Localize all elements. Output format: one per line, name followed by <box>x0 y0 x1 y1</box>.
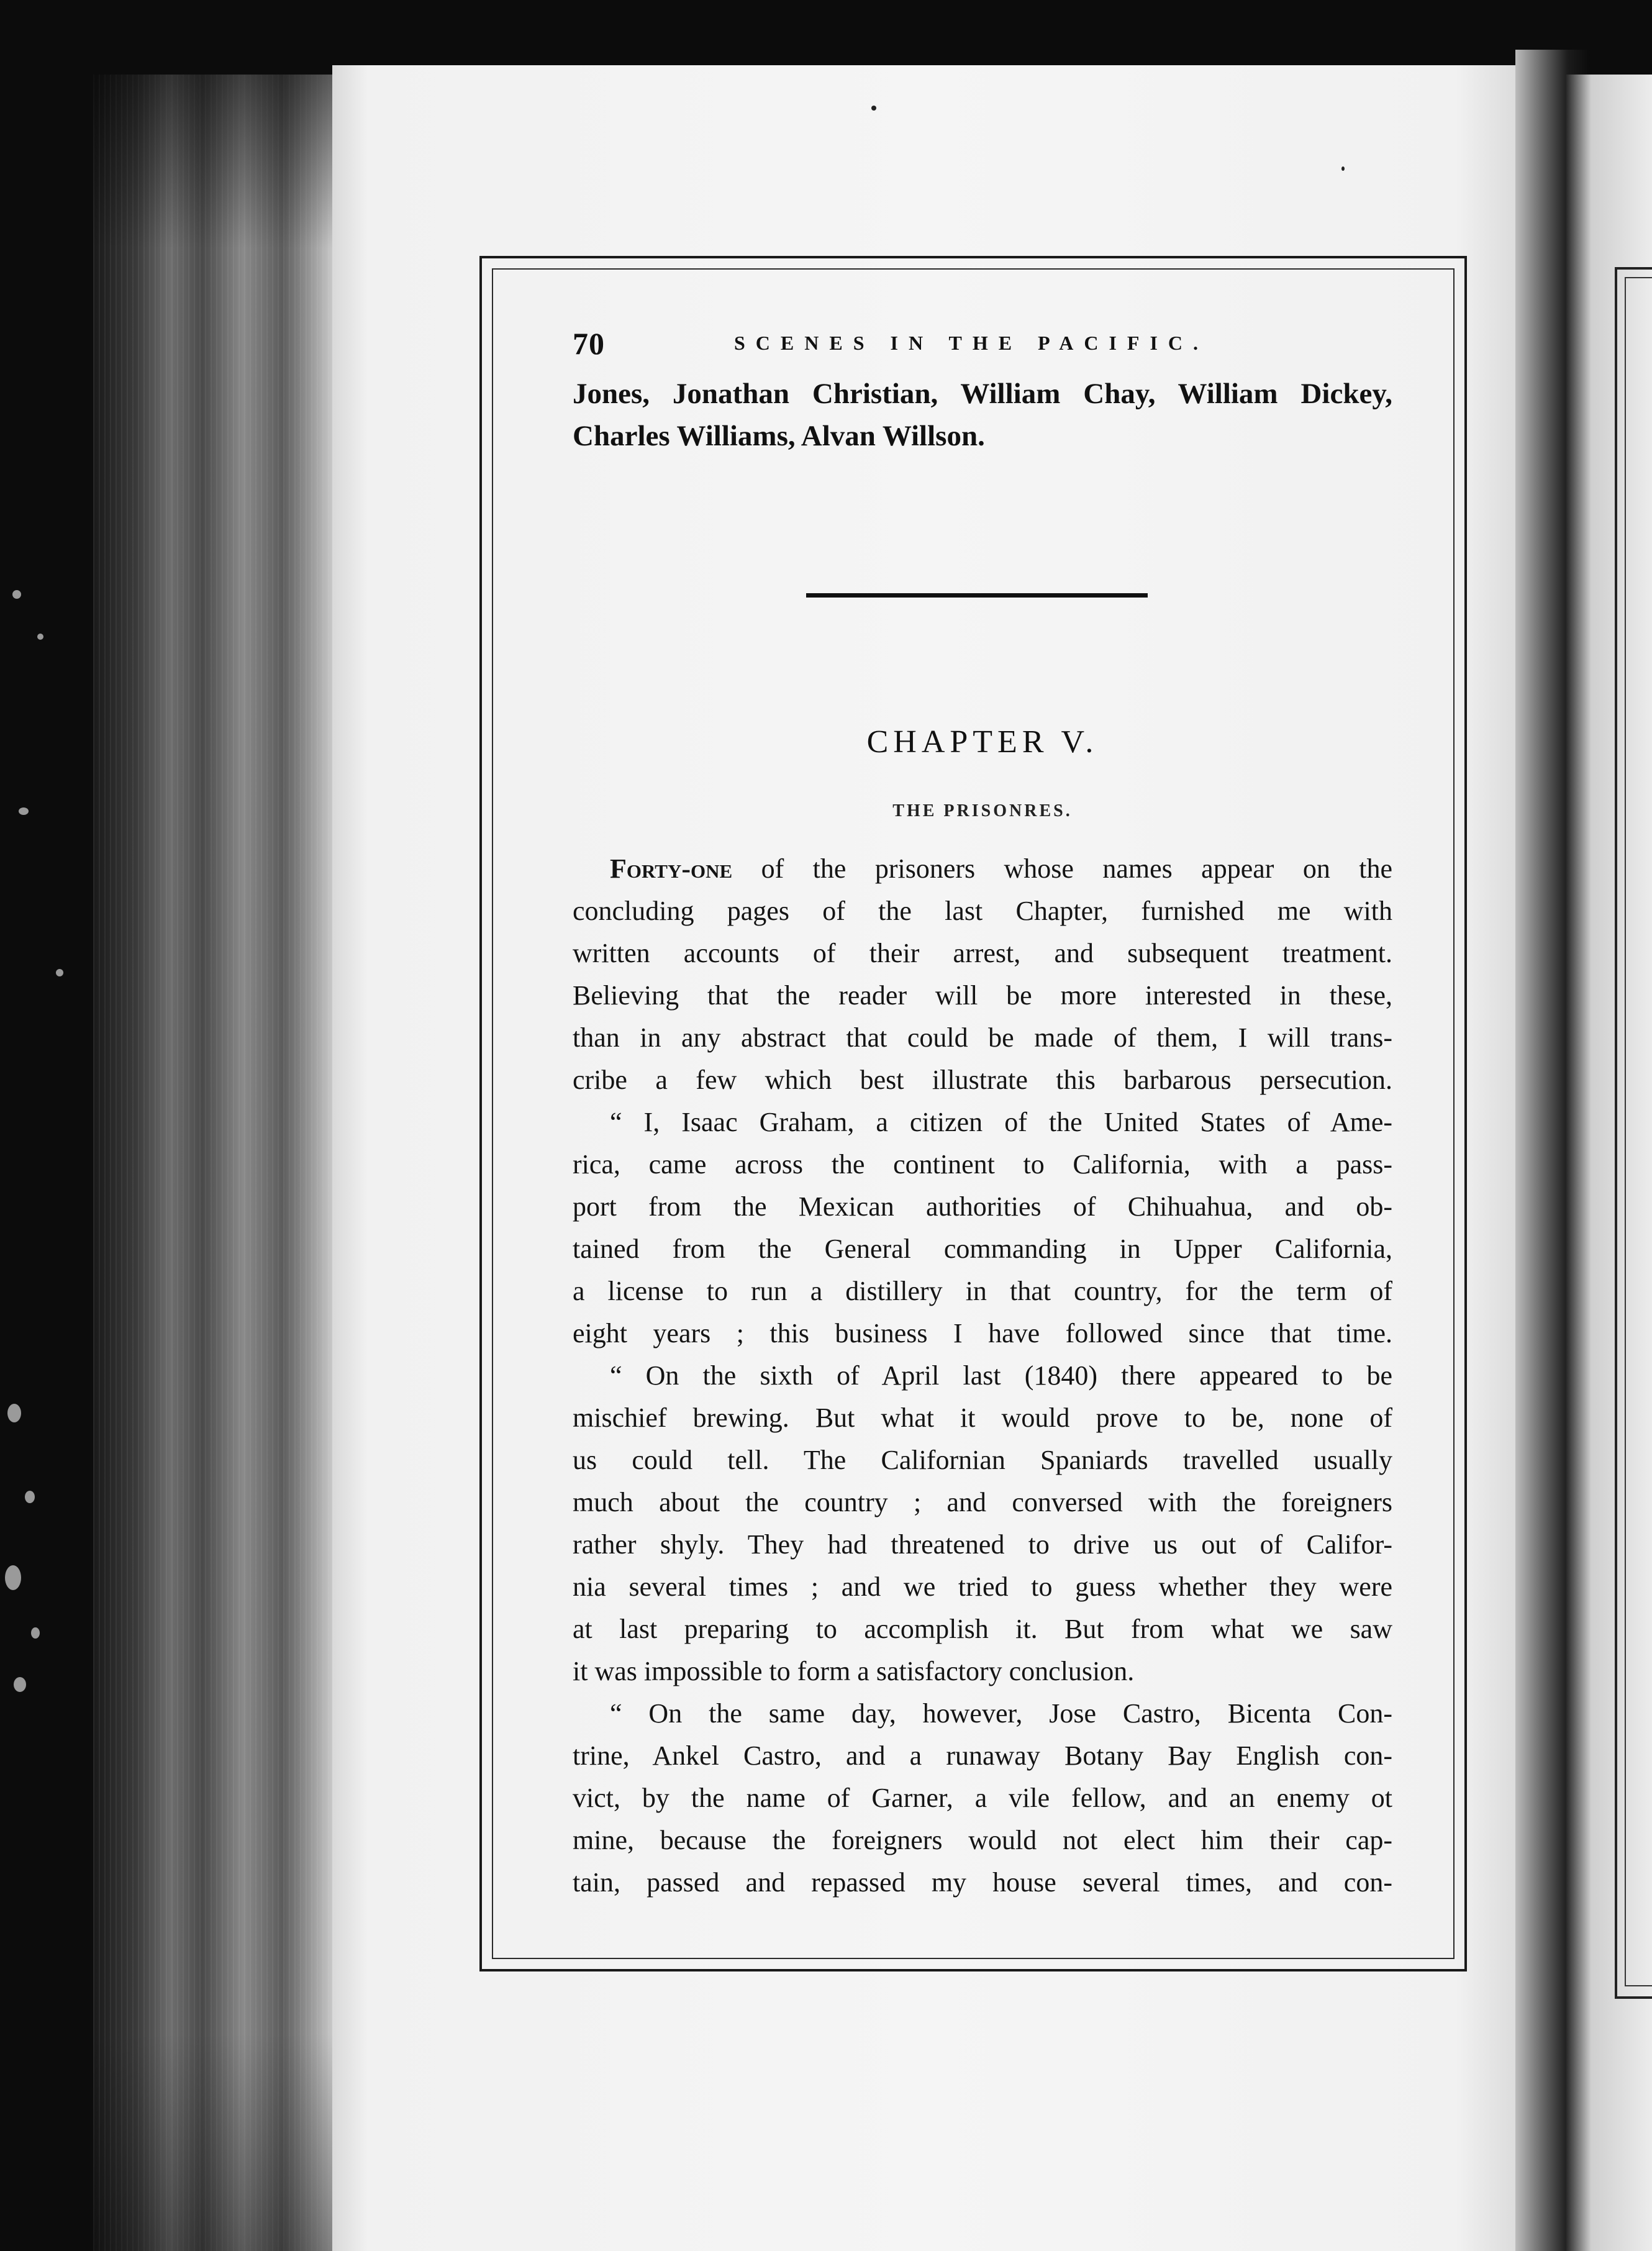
chapter-subtitle: THE PRISONRES. <box>892 801 1073 821</box>
page-number: 70 <box>573 326 605 361</box>
body-line: us could tell. The Californian Spaniards travelled usually <box>573 1445 1392 1475</box>
body-line: written accounts of their arrest, and subsequent treatment. <box>573 938 1392 968</box>
body-line: mine, because the foreigners would not elect him their cap- <box>573 1825 1392 1855</box>
running-title: SCENES IN THE PACIFIC. <box>734 332 1209 354</box>
section-divider-rule <box>806 593 1148 598</box>
scan-speckle <box>12 590 21 599</box>
scan-speckle <box>56 969 63 976</box>
continued-line: Jones, Jonathan Christian, William Chay, William Dickey, <box>573 378 1392 410</box>
scan-speckle <box>14 1677 26 1692</box>
body-line: Believing that the reader will be more interested in these, <box>573 980 1392 1011</box>
adjacent-page-frame-inner <box>1625 277 1652 1986</box>
body-line: much about the country ; and conversed with the foreigners <box>573 1487 1392 1517</box>
body-line: at last preparing to accomplish it. But from what we saw <box>573 1614 1392 1644</box>
body-line: a license to run a distillery in that country, for the term of <box>573 1276 1392 1306</box>
body-line: tained from the General commanding in Upper California, <box>573 1234 1392 1264</box>
body-line: nia several times ; and we tried to guess whether they were <box>573 1571 1392 1602</box>
body-line: trine, Ankel Castro, and a runaway Botany Bay English con- <box>573 1740 1392 1771</box>
body-line: “ I, Isaac Graham, a citizen of the United States of Ame- <box>610 1107 1392 1137</box>
running-head <box>573 323 1392 373</box>
scan-speckle <box>31 1627 40 1639</box>
scan-speckle <box>19 807 29 815</box>
body-line: tain, passed and repassed my house several times, and con- <box>573 1867 1392 1898</box>
ink-dot <box>1341 166 1345 171</box>
ink-dot <box>871 106 876 111</box>
body-line: vict, by the name of Garner, a vile fellow, and an enemy ot <box>573 1783 1392 1813</box>
body-line: it was impossible to form a satisfactory conclusion. <box>573 1656 1135 1686</box>
body-line: “ On the same day, however, Jose Castro, Bicenta Con- <box>610 1698 1392 1729</box>
scan-speckle <box>5 1565 21 1590</box>
continued-line: Charles Williams, Alvan Willson. <box>573 420 985 452</box>
scan-speckle <box>25 1491 35 1503</box>
first-line-rest: of the prisoners whose names appear on the <box>732 853 1392 884</box>
body-line: port from the Mexican authorities of Chihuahua, and ob- <box>573 1191 1392 1222</box>
body-line: “ On the sixth of April last (1840) there appeared to be <box>610 1360 1392 1391</box>
spine-shadow <box>93 75 335 2251</box>
body-line: mischief brewing. But what it would prove to be, none of <box>573 1403 1392 1433</box>
scan-speckle <box>7 1404 21 1422</box>
lead-smallcaps: Forty-one <box>610 853 733 884</box>
body-line: concluding pages of the last Chapter, furnished me with <box>573 896 1392 926</box>
body-line: rica, came across the continent to California, with a pass- <box>573 1149 1392 1180</box>
chapter-heading: CHAPTER V. <box>866 724 1099 760</box>
scan-speckle <box>37 634 43 640</box>
body-line: cribe a few which best illustrate this barbarous persecution. <box>573 1065 1392 1095</box>
chapter-body <box>573 848 1392 1904</box>
top-text-block <box>573 323 1392 457</box>
body-line: than in any abstract that could be made of them, I will trans- <box>573 1022 1392 1053</box>
body-line: rather shyly. They had threatened to drive us out of Califor- <box>573 1529 1392 1560</box>
body-line: eight years ; this business I have followed since that time. <box>573 1318 1392 1348</box>
body-line-first <box>573 848 1392 890</box>
